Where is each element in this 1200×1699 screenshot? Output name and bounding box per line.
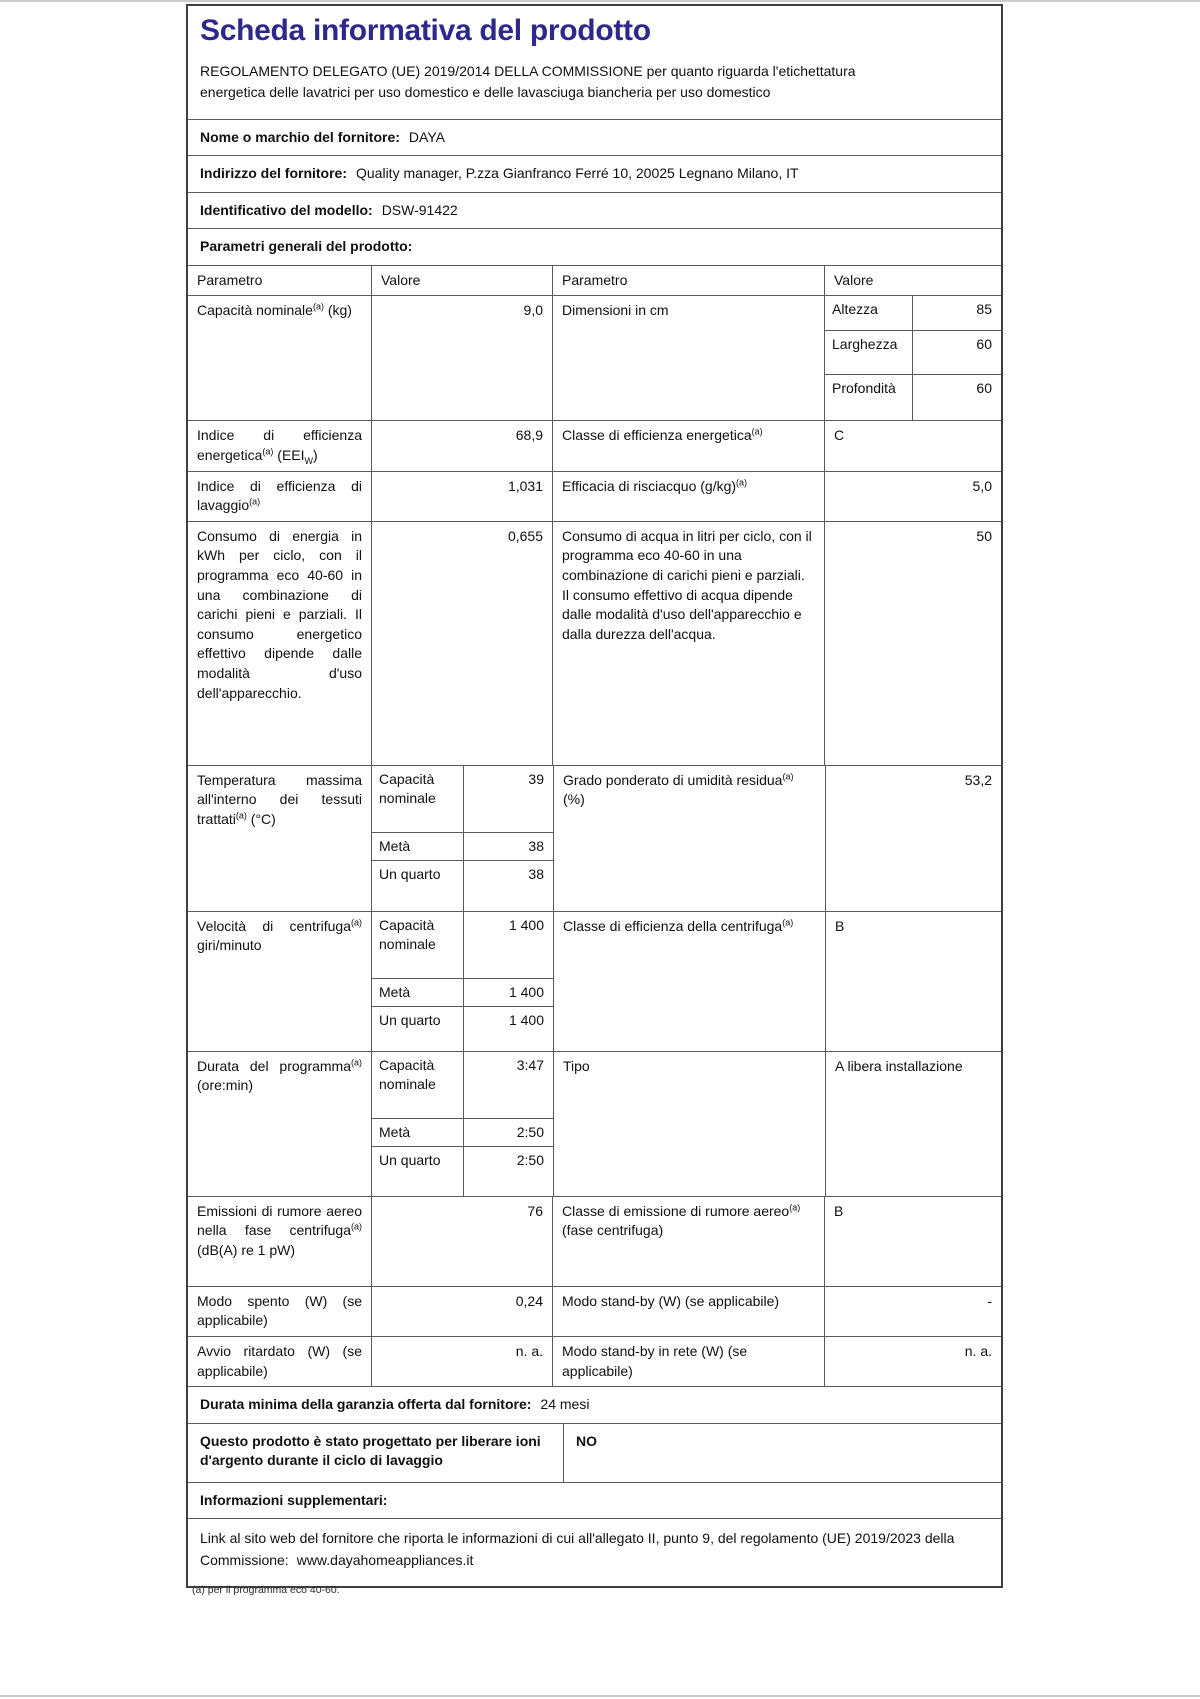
spin-speed-label: Velocità di centrifuga$^{(a)}$ giri/minuto — [188, 912, 372, 1051]
spin-class-value: B — [835, 917, 845, 934]
dimension-height-value: 85 — [976, 301, 992, 318]
supplier-link-row — [188, 1518, 1001, 1585]
off-mode-value: 0,24 — [372, 1287, 553, 1336]
table-header-row — [188, 265, 1001, 296]
warranty-label: Durata minima della garanzia offerta dal fornitore: — [200, 1396, 532, 1413]
spin-quarter-label: Un quarto — [372, 1007, 464, 1050]
table-row — [188, 911, 1001, 1051]
silver-ions-row — [188, 1423, 1001, 1482]
capacity-label: Capacità nominale$^{(a)}$ (kg) — [188, 296, 372, 420]
temperature-nominal-value: 39 — [528, 770, 544, 787]
model-id-label: Identificativo del modello: — [200, 201, 373, 218]
supplier-address-row — [188, 155, 1001, 192]
spin-quarter-value: 1 400 — [508, 1012, 544, 1029]
silver-ions-label: Questo prodotto è stato progettato per liberare ioni d'argento durante il ciclo di lavaggio — [188, 1424, 564, 1482]
noise-class-value: B — [834, 1202, 844, 1219]
noise-emission-value: 76 — [372, 1197, 553, 1286]
dimensions-label: Dimensioni in cm — [553, 296, 825, 420]
spin-half-value: 1 400 — [508, 983, 544, 1000]
duration-row-half — [372, 1118, 553, 1147]
supplier-name-row — [188, 119, 1001, 156]
warranty-value: 24 mesi — [540, 1396, 590, 1413]
col-header-valore-1: Valore — [372, 266, 553, 296]
dimension-row-height — [825, 296, 1001, 330]
duration-quarter-value: 2:50 — [516, 1152, 544, 1169]
silver-ions-value: NO — [576, 1432, 597, 1449]
eei-value: 68,9 — [372, 421, 553, 470]
dimensions-values — [825, 296, 1001, 420]
off-mode-label: Modo spento (W) (se applicabile) — [188, 1287, 372, 1336]
dimension-height-label: Altezza — [825, 296, 913, 330]
col-header-parametro-1: Parametro — [188, 266, 372, 296]
general-parameters-heading: Parametri generali del prodotto: — [188, 228, 1001, 265]
page-title: Scheda informativa del prodotto — [200, 14, 651, 47]
supplier-link-label: Link al sito web del fornitore che riporta le informazioni di cui all'allegato II, punto 9, del regolamento (UE) 2019/2023 della Commissione: — [200, 1530, 955, 1569]
delayed-start-value: n. a. — [372, 1337, 553, 1386]
wash-index-value: 1,031 — [372, 472, 553, 521]
model-id-row — [188, 192, 1001, 229]
type-label: Tipo — [554, 1052, 826, 1196]
scan-edge-bottom — [0, 1695, 1200, 1697]
temperature-row-nominal — [372, 766, 553, 832]
spin-nominal-label: Capacità nominale — [372, 912, 464, 978]
temperature-row-quarter — [372, 860, 553, 910]
dimension-depth-value: 60 — [976, 380, 992, 397]
table-row — [188, 420, 1001, 470]
wash-index-label: Indice di efficienza di lavaggio$^{(a)}$ — [188, 472, 372, 521]
eei-label: Indice di efficienza energetica$^{(a)}$ $(EEI_W)$ — [188, 421, 372, 470]
programme-duration-label: Durata del programma$^{(a)}$ (ore:min) — [188, 1052, 372, 1196]
duration-row-nominal — [372, 1052, 553, 1118]
duration-half-label: Metà — [372, 1119, 464, 1147]
dimension-width-label: Larghezza — [825, 331, 913, 374]
eei-class-label: Classe di efficienza energetica$^{(a)}$ — [553, 421, 825, 470]
max-temperature-values — [372, 766, 554, 911]
supplier-link-url: www.dayahomeappliances.it — [296, 1552, 474, 1569]
table-row — [188, 295, 1001, 420]
footnote-a: (a) per il programma eco 40-60. — [192, 1584, 340, 1596]
supplier-address-label: Indirizzo del fornitore: — [200, 165, 347, 182]
duration-nominal-value: 3:47 — [516, 1056, 544, 1073]
energy-consumption-label: Consumo di energia in kWh per ciclo, con il programma eco 40-60 in una combinazione di carichi pieni e parziali. Il consumo energetico effettivo dipende dalle modalità d'uso dell'apparecchio. — [188, 522, 372, 765]
table-row — [188, 1336, 1001, 1386]
temperature-half-label: Metà — [372, 833, 464, 861]
temperature-row-half — [372, 832, 553, 861]
spin-class-label: Classe di efficienza della centrifuga$^{(a)}$ — [554, 912, 826, 1051]
table-row — [188, 1286, 1001, 1336]
additional-info-heading: Informazioni supplementari: — [188, 1482, 1001, 1519]
spin-row-half — [372, 978, 553, 1007]
standby-mode-value: - — [987, 1292, 992, 1309]
temperature-half-value: 38 — [528, 837, 544, 854]
dimension-row-width — [825, 330, 1001, 374]
rinse-label: Efficacia di risciacquo $(g/kg)^{(a)}$ — [553, 472, 825, 521]
spin-row-quarter — [372, 1006, 553, 1050]
temperature-quarter-label: Un quarto — [372, 861, 464, 910]
dimension-depth-label: Profondità — [825, 375, 913, 420]
duration-half-value: 2:50 — [516, 1123, 544, 1140]
noise-emission-label: Emissioni di rumore aereo nella fase centrifuga$^{(a)}$ (dB(A) re 1 pW) — [188, 1197, 372, 1286]
programme-duration-values — [372, 1052, 554, 1196]
max-temperature-label: Temperatura massima all'interno dei tessuti trattati$^{(a)}$ (°C) — [188, 766, 372, 911]
duration-quarter-label: Un quarto — [372, 1147, 464, 1195]
supplier-name-label: Nome o marchio del fornitore: — [200, 128, 400, 145]
water-consumption-label: Consumo di acqua in litri per ciclo, con il programma eco 40-60 in una combinazione di carichi pieni e parziali. Il consumo effettivo di acqua dipende dalle modalità d'uso dell'apparecchio e dalla durezza dell'acqua. — [553, 522, 825, 765]
supplier-name-value: DAYA — [408, 128, 445, 145]
capacity-value: 9,0 — [372, 296, 553, 420]
table-row — [188, 765, 1001, 911]
table-row — [188, 471, 1001, 521]
standby-mode-label: Modo stand-by (W) (se applicabile) — [553, 1287, 825, 1336]
duration-row-quarter — [372, 1146, 553, 1195]
network-standby-value: n. a. — [964, 1343, 992, 1360]
energy-consumption-value: 0,655 — [372, 522, 553, 765]
scan-edge-top — [0, 0, 1200, 2]
residual-humidity-value: 53,2 — [964, 771, 992, 788]
col-header-valore-2: Valore — [834, 271, 874, 288]
header-section — [188, 6, 1001, 119]
temperature-quarter-value: 38 — [528, 866, 544, 883]
spin-half-label: Metà — [372, 979, 464, 1007]
table-row — [188, 1051, 1001, 1196]
water-consumption-value: 50 — [976, 527, 992, 544]
warranty-row — [188, 1386, 1001, 1423]
supplier-address-value: Quality manager, P.zza Gianfranco Ferré 10, 20025 Legnano Milano, IT — [356, 165, 799, 182]
product-fiche-sheet — [186, 4, 1003, 1588]
eei-class-value: C — [834, 427, 845, 444]
col-header-parametro-2: Parametro — [553, 266, 825, 296]
table-row — [188, 521, 1001, 765]
dimension-width-value: 60 — [976, 336, 992, 353]
noise-class-label: Classe di emissione di rumore aereo$^{(a)}$ (fase centrifuga) — [553, 1197, 825, 1286]
temperature-nominal-label: Capacità nominale — [372, 766, 464, 832]
dimension-row-depth — [825, 374, 1001, 420]
model-id-value: DSW-91422 — [381, 201, 458, 218]
duration-nominal-label: Capacità nominale — [372, 1052, 464, 1118]
table-row — [188, 1196, 1001, 1286]
spin-row-nominal — [372, 912, 553, 978]
spin-nominal-value: 1 400 — [508, 916, 544, 933]
spin-speed-values — [372, 912, 554, 1051]
regulation-text: REGOLAMENTO DELEGATO (UE) 2019/2014 DELLA COMMISSIONE per quanto riguarda l'etichettatura energetica delle lavatrici per uso domestico e delle lavasciuga biancheria per uso domestico — [200, 62, 856, 100]
delayed-start-label: Avvio ritardato (W) (se applicabile) — [188, 1337, 372, 1386]
type-value: A libera installazione — [835, 1057, 963, 1074]
rinse-value: 5,0 — [972, 477, 992, 494]
residual-humidity-label: Grado ponderato di umidità residua$^{(a)}$ (%) — [554, 766, 826, 911]
network-standby-label: Modo stand-by in rete (W) (se applicabile) — [553, 1337, 825, 1386]
